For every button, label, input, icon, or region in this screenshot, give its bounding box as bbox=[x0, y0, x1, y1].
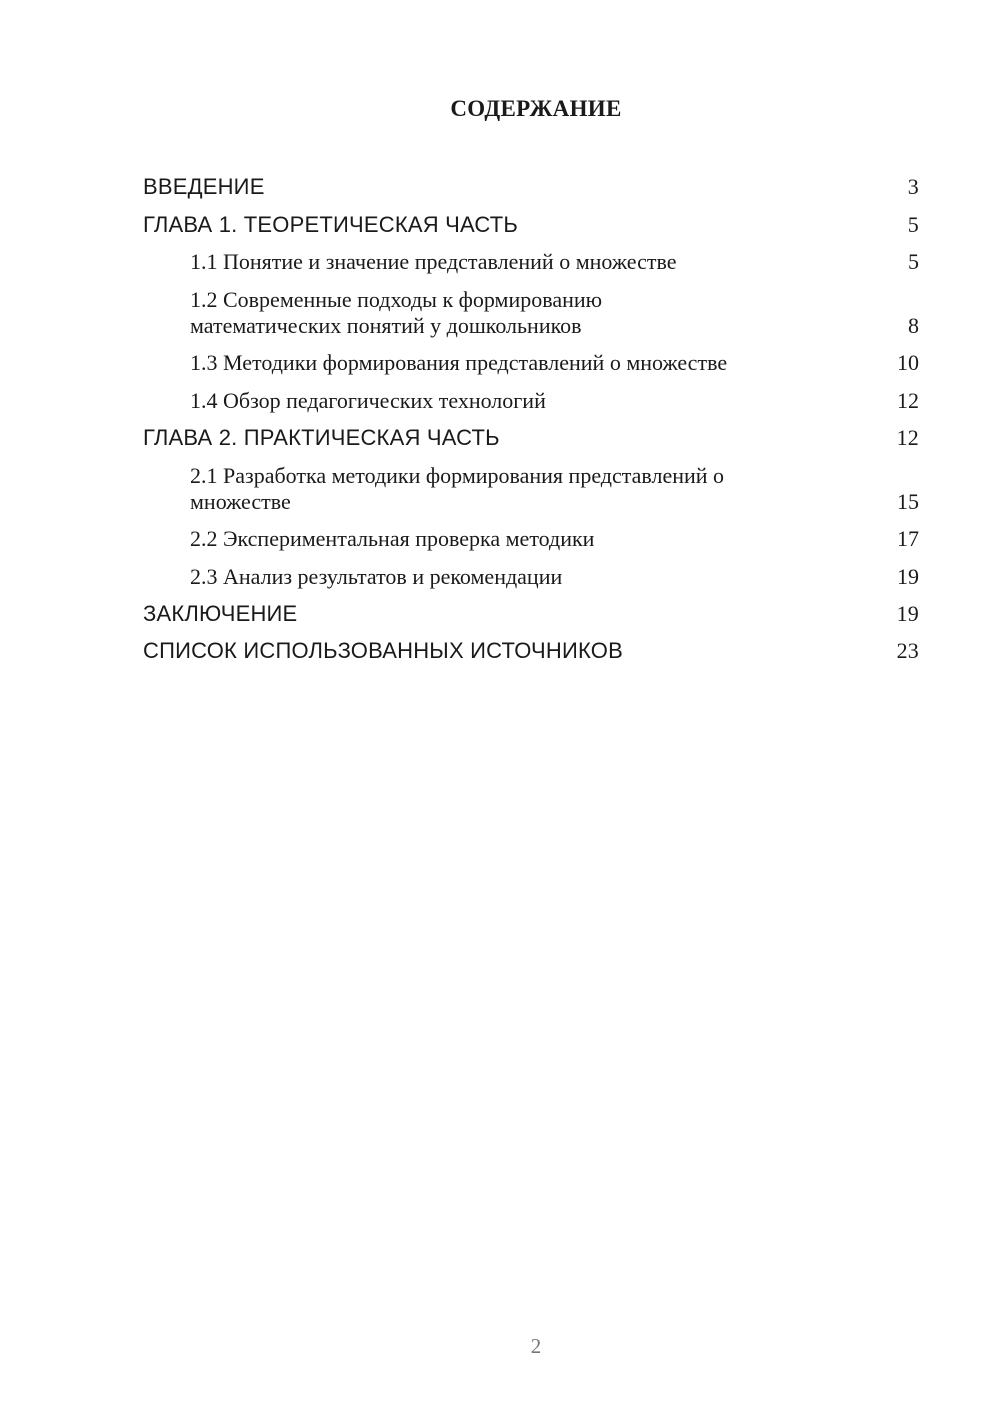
toc-entry-label: 2.1 Разработка методики формирования представлений о множестве bbox=[190, 463, 725, 514]
toc-entry-label: 1.1 Понятие и значение представлений о множестве bbox=[190, 249, 677, 274]
toc-entry-label: 1.2 Современные подходы к формированию математических понятий у дошкольников bbox=[190, 287, 603, 338]
toc-entry-label: 2.2 Экспериментальная проверка методики bbox=[190, 526, 595, 551]
toc-entry-label: СПИСОК ИСПОЛЬЗОВАННЫХ ИСТОЧНИКОВ bbox=[143, 638, 623, 663]
toc-entry bbox=[143, 590, 919, 627]
toc-entry bbox=[143, 552, 919, 590]
toc-entry-page: 3 bbox=[907, 174, 919, 199]
toc-entry-page: 5 bbox=[908, 249, 919, 274]
table-of-contents bbox=[143, 168, 919, 664]
toc-entry bbox=[143, 168, 919, 200]
toc-entry-page: 15 bbox=[897, 489, 919, 514]
toc-entry-page: 8 bbox=[908, 313, 919, 338]
toc-entry-page: 5 bbox=[907, 212, 919, 237]
toc-entry bbox=[143, 515, 919, 552]
toc-entry-label: ВВЕДЕНИЕ bbox=[143, 174, 265, 199]
page-title: СОДЕРЖАНИЕ bbox=[450, 96, 622, 121]
toc-entry-label: ГЛАВА 2. ПРАКТИЧЕСКАЯ ЧАСТЬ bbox=[143, 425, 500, 450]
toc-entry bbox=[143, 200, 919, 238]
toc-entry-page: 10 bbox=[897, 350, 919, 375]
toc-entry bbox=[143, 275, 919, 339]
page-number: 2 bbox=[530, 1334, 542, 1358]
toc-entry-page: 12 bbox=[896, 425, 919, 450]
toc-entry-page: 19 bbox=[896, 601, 919, 626]
toc-entry bbox=[143, 238, 919, 275]
toc-entry-label: ЗАКЛЮЧЕНИЕ bbox=[143, 601, 298, 626]
toc-entry-page: 23 bbox=[896, 638, 919, 663]
toc-entry-page: 17 bbox=[897, 526, 919, 551]
toc-entry-label: 2.3 Анализ результатов и рекомендации bbox=[190, 564, 563, 589]
toc-entry bbox=[143, 339, 919, 376]
toc-entry-page: 12 bbox=[897, 388, 919, 413]
toc-entry-label: ГЛАВА 1. ТЕОРЕТИЧЕСКАЯ ЧАСТЬ bbox=[143, 212, 519, 237]
toc-entry-label: 1.4 Обзор педагогических технологий bbox=[190, 388, 546, 413]
toc-entry bbox=[143, 414, 919, 451]
toc-entry bbox=[143, 451, 919, 515]
toc-entry-page: 19 bbox=[897, 564, 919, 589]
toc-entry bbox=[143, 627, 919, 664]
toc-entry-label: 1.3 Методики формирования представлений о множестве bbox=[190, 350, 728, 375]
toc-entry bbox=[143, 376, 919, 414]
